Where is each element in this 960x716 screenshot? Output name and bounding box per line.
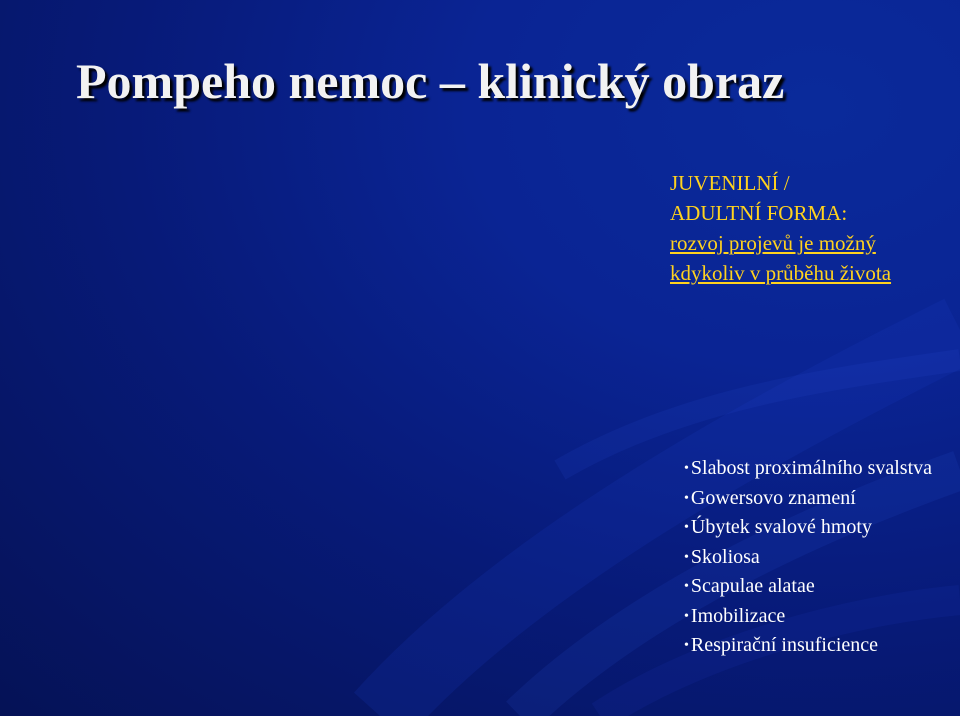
bullet-icon: • <box>684 461 689 476</box>
bullet-icon: • <box>684 579 689 594</box>
list-item <box>684 513 954 543</box>
symptom-list <box>684 454 954 661</box>
symptom-text: Scapulae alatae <box>690 575 815 597</box>
symptom-text: Respirační insuficience <box>690 634 879 656</box>
subtitle-line-1: JUVENILNÍ / <box>670 171 790 195</box>
bullet-icon: • <box>684 608 689 624</box>
slide-title: Pompeho nemoc – klinický obraz <box>76 53 785 109</box>
symptom-text: Gowersovo znamení <box>690 486 856 509</box>
bullet-icon: • <box>684 520 689 535</box>
bullet-icon: • <box>684 549 689 565</box>
bullet-icon: • <box>684 638 689 653</box>
list-item <box>684 484 954 514</box>
list-item <box>684 543 954 573</box>
form-description <box>670 168 955 288</box>
symptom-text: Úbytek svalové hmoty <box>690 516 872 538</box>
bullet-icon: • <box>684 490 689 506</box>
subtitle-line-2: ADULTNÍ FORMA: <box>670 201 848 225</box>
list-item <box>684 454 954 484</box>
list-item <box>684 602 954 632</box>
symptom-text: Imobilizace <box>690 604 786 627</box>
list-item <box>684 631 954 661</box>
symptom-text: Slabost proximálního svalstva <box>690 457 932 479</box>
onset-note: rozvoj projevů je možný kdykoliv v průběhu života <box>670 231 892 285</box>
symptom-text: Skoliosa <box>690 545 760 568</box>
list-item <box>684 572 954 602</box>
